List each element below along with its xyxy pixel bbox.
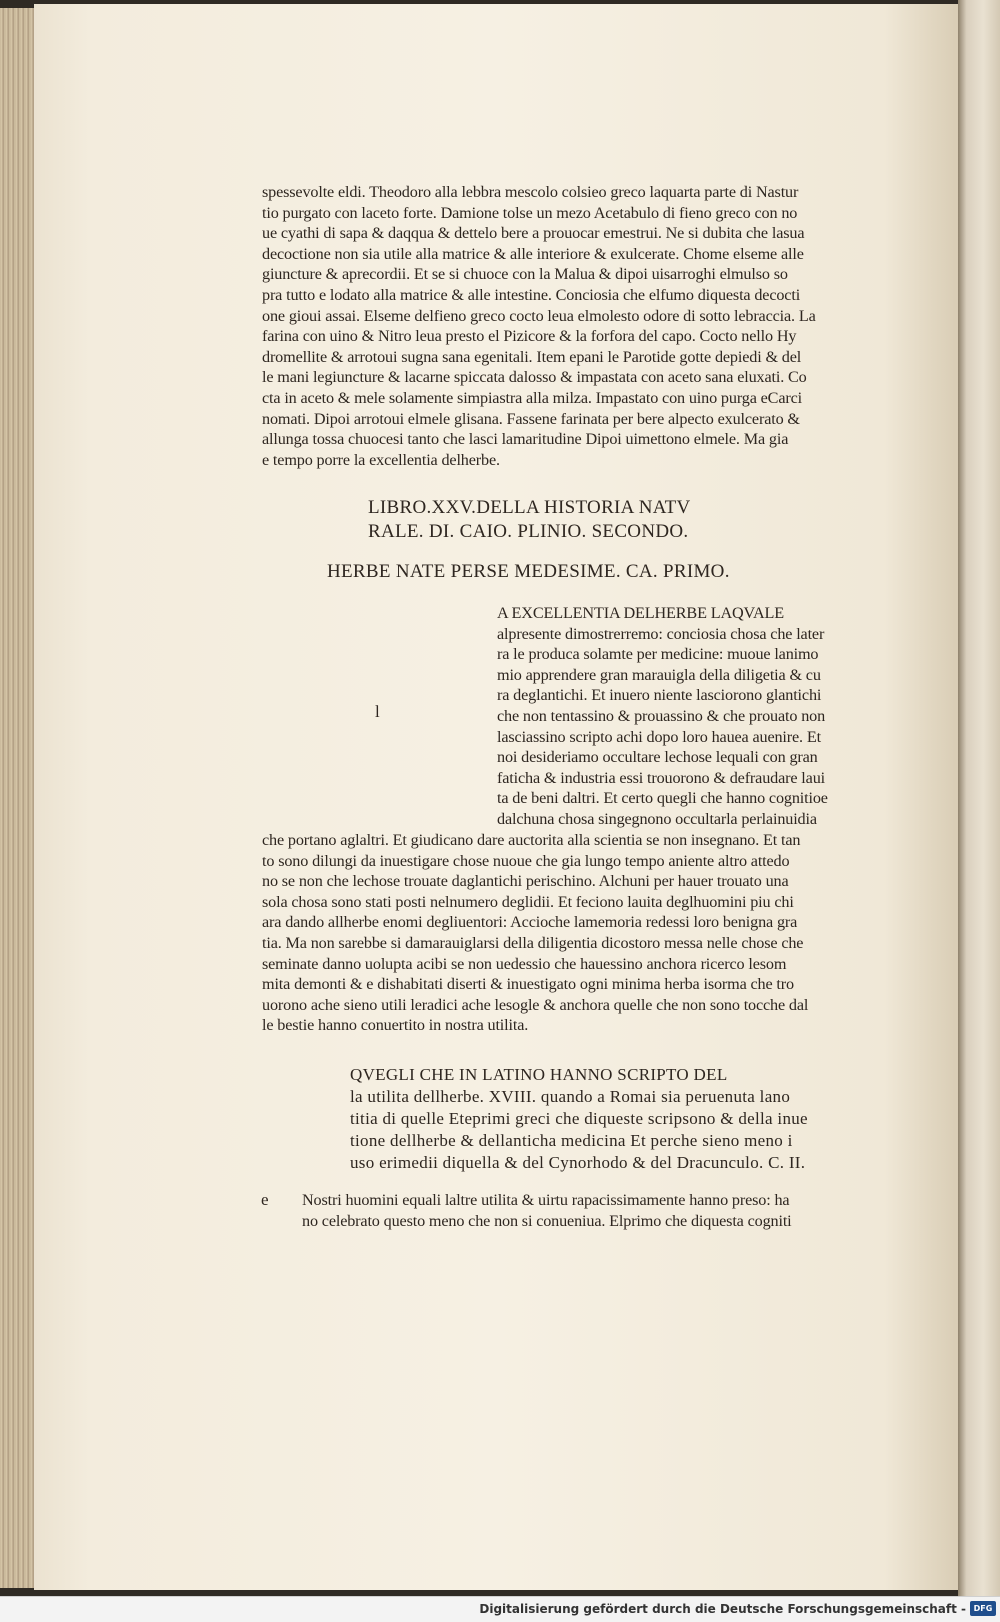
chapter-1-indented-line: ra deglantichi. Et inuero niente lasciorono glantichi: [497, 686, 822, 705]
chapter-2-marker: e: [261, 1190, 269, 1209]
paragraph-1-line: ue cyathi di sapa & daqqua & dettelo bere a prouocar emestrui. Ne si dubita che lasua: [262, 224, 805, 243]
chapter-1-indented-line: faticha & industria essi trouorono & defraudare laui: [497, 768, 825, 787]
footer-credit: Digitalisierung gefördert durch die Deutsche Forschungsgemeinschaft -: [479, 1602, 966, 1616]
book-title: [368, 496, 691, 544]
initial-marker: l: [375, 702, 380, 721]
chapter-1-full-line: tia. Ma non sarebbe si damarauiglarsi della diligentia dicostoro messa nelle chose che: [262, 933, 804, 952]
paragraph-1-line: dromellite & arrotoui sugna sana egenitali. Item epani le Parotide gotte depiedi & del: [262, 347, 802, 366]
paragraph-1-line: farina con uino & Nitro leua presto el Pizicore & la forfora del capo. Cocto nello Hy: [262, 327, 797, 346]
chapter-1-full: [262, 830, 808, 1036]
chapter-1-full-line: ara dando allherbe enomi degliuentori: Accioche lamemoria redessi loro benigna gra: [262, 913, 798, 932]
chapter-1-full-line: le bestie hanno conuertito in nostra utilita.: [262, 1016, 529, 1035]
chapter-1-indented-line: lasciassino scripto achi dopo loro hauea auenire. Et: [497, 727, 821, 746]
paragraph-1-line: nomati. Dipoi arrotoui elmele glisana. Fassene farinata per bere alpecto exulcerato &: [262, 409, 800, 428]
chapter-1-indented-line: noi desideriamo occultare lechose lequali con gran: [497, 748, 818, 767]
chapter-1-title: [327, 560, 730, 584]
paragraph-1-line: cta in aceto & mele solamente simpiastra alla milza. Impastato con uino purga eCarci: [262, 388, 802, 407]
paragraph-1-line: e tempo porre la excellentia delherbe.: [262, 450, 500, 469]
chapter-1-full-line: to sono dilungi da inuestigare chose nuoue che gia lungo tempo aniente altro attedo: [262, 851, 790, 870]
paragraph-1-line: one gioui assai. Elseme delfieno greco cocto leua elmolesto odore di sotto lebraccia. La: [262, 306, 816, 325]
chapter-1-indented-line: mio apprendere gran marauigla della diligetia & cu: [497, 665, 821, 684]
paragraph-1-line: tio purgato con laceto forte. Damione tolse un mezo Acetabulo di fieno greco con no: [262, 203, 798, 222]
chapter-1-indented-line: A EXCELLENTIA DELHERBE LAQVALE: [497, 604, 784, 622]
paragraph-1-line: le mani legiuncture & lacarne spiccata dalosso & impastata con aceto sana eluxati. Co: [262, 368, 807, 387]
chapter-1-title-text: HERBE NATE PERSE MEDESIME. CA. PRIMO.: [327, 561, 730, 582]
chapter-1-full-line: no se non che lechose trouate daglantichi perischino. Alchuni per hauer trouato una: [262, 872, 789, 891]
chapter-1-indented-line: ra le produca solamte per medicine: muoue lanimo: [497, 645, 819, 664]
chapter-1-indented: [497, 603, 828, 830]
chapter-2-title-line: titia di quelle Eteprimi greci che diqueste scripsono & della inue: [350, 1109, 808, 1128]
chapter-2-text-line: no celebrato questo meno che non si conueniua. Elprimo che diquesta cogniti: [302, 1211, 792, 1230]
paragraph-1-line: giuncture & aprecordii. Et se si chuoce con la Malua & dipoi uisarroghi elmulso so: [262, 265, 788, 284]
chapter-1-full-line: che portano aglaltri. Et giudicano dare auctorita alla scientia se non insegnano. Et tan: [262, 831, 801, 849]
chapter-2-title-line: tione dellherbe & dellanticha medicina Et perche sieno meno i: [350, 1131, 793, 1150]
chapter-1-full-line: sola chosa sono stati posti nelnumero deglidii. Et feciono lauita deglhuomini piu chi: [262, 892, 794, 911]
chapter-2-title-line: uso erimedii diquella & del Cynorhodo & del Dracunculo. C. II.: [350, 1153, 806, 1172]
chapter-1-indented-line: alpresente dimostrerremo: conciosia chosa che later: [497, 624, 825, 643]
footer-bar: [0, 1596, 1000, 1622]
chapter-1-indented-line: che non tentassino & prouassino & che prouato non: [497, 706, 826, 725]
chapter-1-full-line: mita demonti & e dishabitati diserti & inuestigato ogni minima herba isorma che tro: [262, 975, 794, 994]
dfg-logo: DFG: [970, 1601, 996, 1616]
paragraph-1-line: allunga tossa chuocesi tanto che lasci lamaritudine Dipoi uimettono elmele. Ma gia: [262, 430, 789, 449]
chapter-2-title-line: la utilita dellherbe. XVIII. quando a Romai sia peruenuta lano: [350, 1087, 791, 1106]
chapter-1-indented-line: dalchuna chosa singegnono occultarla perlainuidia: [497, 809, 817, 828]
chapter-2-title: [350, 1064, 808, 1174]
paragraph-1: [262, 182, 816, 470]
chapter-1-indented-line: ta de beni daltri. Et certo quegli che hanno cognitioe: [497, 789, 828, 808]
chapter-1-full-line: seminate danno uolupta acibi se non uedessio che hauessino anchora ricerco lesom: [262, 954, 787, 973]
chapter-2-title-line: QVEGLI CHE IN LATINO HANNO SCRIPTO DEL: [350, 1065, 728, 1084]
chapter-1-full-line: uorono ache sieno utili leradici ache lesogle & anchora quelle che non sono tocche dal: [262, 995, 809, 1014]
paragraph-1-line: spessevolte eldi. Theodoro alla lebbra mescolo colsieo greco laquarta parte di Nastur: [262, 183, 799, 201]
chapter-2-text: [302, 1190, 792, 1231]
paragraph-1-line: pra tutto e lodato alla matrice & alle intestine. Conciosia che elfumo diquesta decocti: [262, 285, 801, 304]
chapter-2-text-line: Nostri huomini equali laltre utilita & uirtu rapacissimamente hanno preso: ha: [302, 1191, 790, 1209]
paragraph-1-line: decoctione non sia utile alla matrice & alle interiore & exulcerate. Chome elseme alle: [262, 244, 804, 263]
book-fore-edge: [0, 8, 35, 1588]
book-title-line: LIBRO.XXV.DELLA HISTORIA NATV: [368, 497, 691, 518]
adjacent-page-strip: [958, 0, 1000, 1596]
book-title-line: RALE. DI. CAIO. PLINIO. SECONDO.: [368, 521, 689, 542]
